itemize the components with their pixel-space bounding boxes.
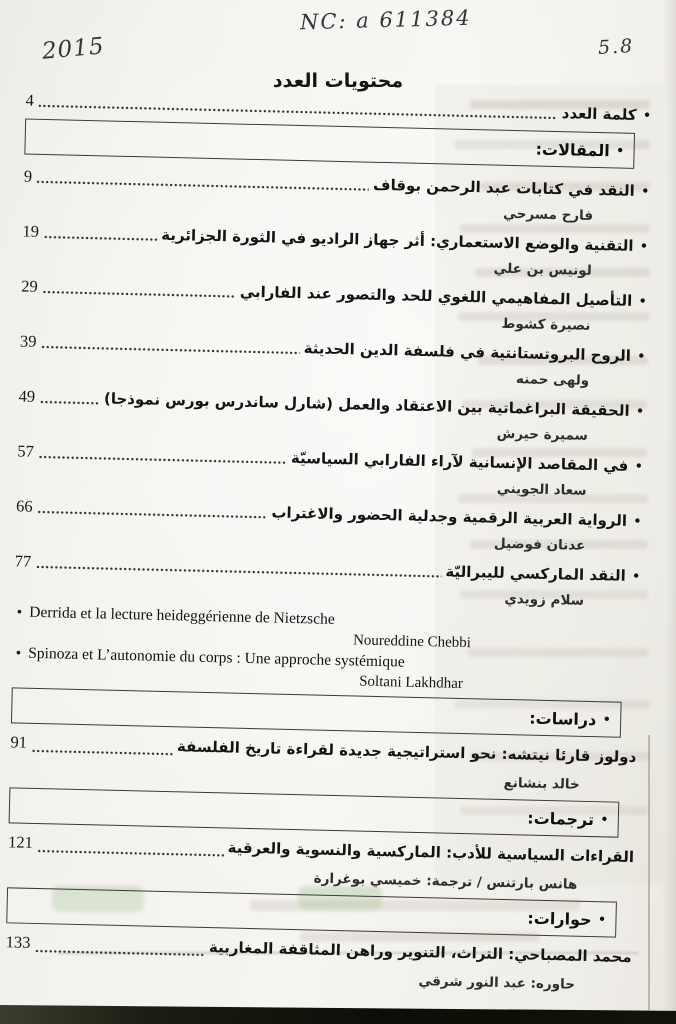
dot-leader — [36, 509, 267, 520]
entry-author: هانس بارتنس / ترجمة: خميسي بوغرارة — [313, 870, 578, 893]
section-header-box — [9, 787, 620, 837]
entry-author: خالد بنشانع — [503, 774, 580, 793]
entry-author: فارح مسرحي — [502, 205, 594, 224]
toc-entry — [5, 932, 632, 996]
section-label: المقالات: — [535, 139, 610, 160]
entry-title: Derrida et la lecture heideggérienne de Nietzsche — [29, 603, 335, 628]
entry-title: التقنية والوضع الاستعماري: أثر جهاز الراديو في الثورة الجزائرية — [161, 225, 634, 255]
entry-title: القراءات السياسية للأدب: الماركسية والنسوية والعرقية — [227, 838, 635, 867]
handwritten-year: 2015 — [40, 33, 106, 65]
entry-title: في المقاصد الإنسانية لآراء الفارابي السياسيّة — [290, 448, 629, 475]
entry-author: ولهى حمنه — [515, 371, 590, 389]
bullet-icon: • — [632, 511, 643, 531]
bullet-icon: • — [631, 566, 641, 586]
toc-entry — [10, 732, 637, 796]
toc-entry — [19, 328, 646, 392]
entry-author: عدنان فوضيل — [493, 535, 586, 554]
bullet-icon: • — [634, 456, 644, 476]
dot-leader — [40, 344, 299, 356]
entry-title: Spinoza et L’autonomie du corps : Une approche systémique — [28, 644, 405, 671]
bullet-icon: • — [635, 401, 645, 421]
bullet-icon: • — [599, 809, 610, 828]
toc-entry — [14, 548, 641, 612]
entry-author: سلام زويدي — [504, 590, 585, 609]
dot-leader — [36, 179, 369, 193]
entry-title: دولوز قارئا نيتشه: نحو استراتيجية جديدة لقراءة تاريخ الفلسفة — [176, 737, 637, 767]
toc — [0, 77, 676, 1024]
entry-title: الحقيقة البراغماتية بين الاعتقاد والعمل (شارل ساندرس بورس نموذجا) — [103, 389, 630, 420]
section-header-box — [6, 887, 617, 937]
toc-entry — [7, 832, 634, 896]
section-label: حوارات: — [527, 908, 592, 929]
bullet-icon: • — [642, 106, 652, 125]
entry-author: Soltani Lakhdhar — [358, 673, 464, 692]
page-number: 133 — [5, 932, 31, 952]
bullet-icon: • — [639, 237, 649, 256]
toc-entry — [22, 218, 649, 282]
handwritten-note: 5.8 — [597, 35, 635, 59]
page-number: 9 — [23, 166, 33, 186]
toc-sections — [5, 119, 651, 997]
page-number: 57 — [17, 441, 35, 461]
bullet-icon: • — [638, 292, 648, 311]
entry-title: التأصيل المفاهيمي اللغوي للحد والتصور عند الفارابي — [239, 282, 633, 310]
dot-leader — [38, 454, 287, 466]
toc-entry — [15, 493, 642, 557]
dot-leader — [37, 848, 224, 858]
toc-entry — [17, 438, 644, 502]
entry-title: الروح البروتستانتية في فلسفة الدين الحديثة — [303, 339, 632, 365]
page-number: 19 — [22, 221, 40, 241]
bullet-icon: • — [640, 182, 650, 201]
page-number: 4 — [25, 90, 35, 110]
bullet-icon: • — [597, 909, 607, 928]
entry-author: Noureddine Chebbi — [352, 632, 472, 652]
toc-entry — [23, 164, 650, 228]
section-label: دراسات: — [529, 708, 597, 729]
page-number: 29 — [21, 276, 38, 296]
dot-leader — [38, 103, 558, 121]
entry-title: الرواية العربية الرقمية وجدلية الحضور والاغتراب — [271, 503, 628, 530]
page-number: 91 — [10, 732, 28, 752]
entry-author: حاوره: عبد النور شرقي — [418, 973, 576, 993]
entry-title: النقد في كتابات عبد الرحمن بوقاف — [372, 175, 636, 200]
handwritten-accession-number: NC: a 611384 — [299, 5, 472, 35]
bullet-icon: • — [14, 646, 23, 662]
dot-leader — [39, 399, 100, 406]
bullet-icon: • — [602, 709, 612, 728]
bullet-icon: • — [15, 605, 24, 621]
toc-entry — [18, 383, 645, 447]
dot-leader — [43, 234, 157, 243]
dot-leader — [34, 948, 205, 958]
entry-title: النقد الماركسي لليبراليّة — [445, 562, 626, 585]
entry-title: كلمة العدد — [561, 104, 637, 124]
bullet-icon: • — [636, 347, 646, 366]
entry-author: سعاد الجويني — [496, 480, 587, 499]
dot-leader — [35, 564, 441, 580]
page-number: 39 — [19, 331, 37, 351]
page-number: 77 — [14, 551, 32, 571]
entry-title: محمد المصباحي: التراث، التنوير وراهن المثاقفة المغاربية — [208, 938, 632, 967]
entry-author: سميرة حيرش — [496, 425, 589, 444]
page-number: 66 — [15, 496, 33, 516]
bullet-icon: • — [615, 140, 625, 160]
toc-entry — [20, 273, 647, 337]
page-number: 121 — [7, 832, 34, 852]
entry-author: لونيس بن علي — [493, 260, 592, 279]
dot-leader — [31, 748, 173, 757]
section-label: ترجمات: — [527, 808, 595, 829]
page-title: محتويات العدد — [272, 70, 404, 92]
dot-leader — [42, 289, 236, 300]
page-number: 49 — [18, 386, 36, 406]
entry-author: نصيرة كشوط — [501, 315, 591, 334]
